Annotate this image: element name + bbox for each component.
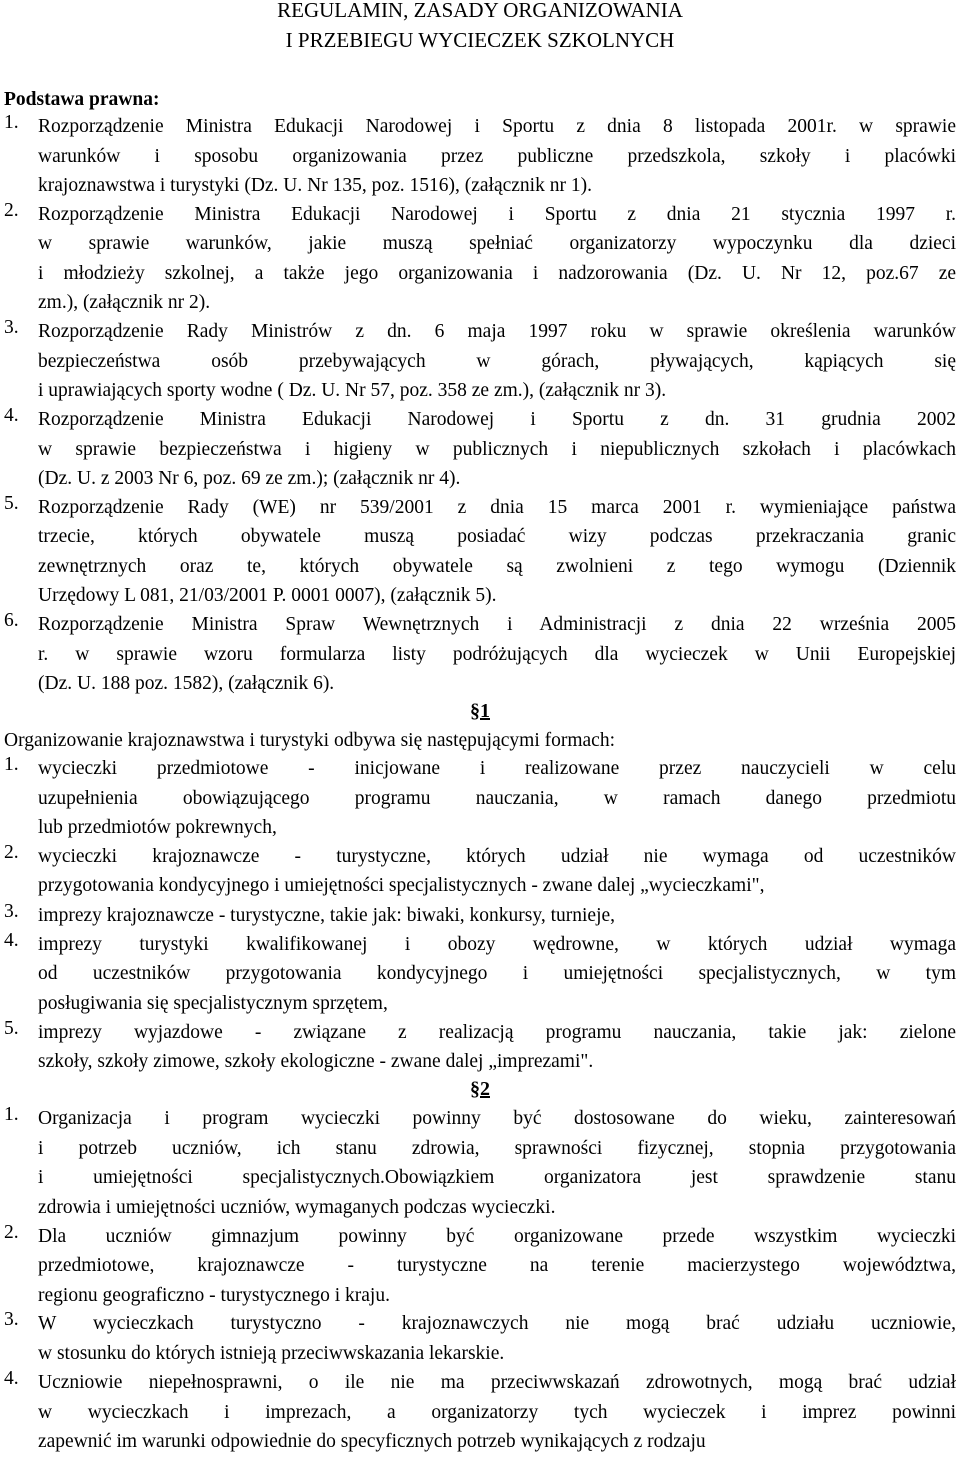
list-item [4, 1018, 956, 1077]
list-item-line: W wycieczkach turystyczno - krajoznawczych nie mogą brać udziału uczniowie, [38, 1313, 956, 1335]
list-item-line: Urzędowy L 081, 21/03/2001 P. 0001 0007), (załącznik 5). [38, 585, 497, 607]
list-item-line: lub przedmiotów pokrewnych, [38, 817, 277, 838]
list-item-number: 5. [4, 492, 19, 514]
list-item-line: w sprawie bezpieczeństwa i higieny w publicznych i niepublicznych szkołach i placówkach [38, 438, 956, 460]
list-item-line: Dla uczniów gimnazjum powinny być organizowane przede wszystkim wycieczki [38, 1225, 956, 1247]
list-item-line: zdrowia i umiejętności uczniów, wymaganych podczas wycieczki. [38, 1196, 556, 1218]
section-2-heading: §2 [470, 1078, 490, 1101]
list-item-line: zewnętrznych oraz te, których obywatele są zwolnieni z tego wymogu (Dziennik [38, 555, 956, 577]
list-item-number: 1. [4, 1104, 19, 1126]
list-item [4, 1309, 956, 1368]
list-item-line: i młodzieży szkolnej, a także jego organizowania i nadzorowania (Dz. U. Nr 12, poz.67 ze [38, 262, 956, 284]
list-item-line: r. w sprawie wzoru formularza listy podróżujących dla wycieczek w Unii Europejskiej [38, 643, 956, 665]
list-item-number: 3. [4, 1309, 19, 1331]
list-item-line: przedmiotowe, krajoznawcze - turystyczne na terenie macierzystego województwa, [38, 1255, 956, 1276]
list-item-line: i potrzeb uczniów, ich stanu zdrowia, sprawności fizycznej, stopnia przygotowania [38, 1137, 956, 1159]
list-item-line: bezpieczeństwa osób przebywających w górach, pływających, kąpiących się [38, 350, 956, 372]
list-item [4, 112, 956, 201]
list-item-line: Rozporządzenie Rady (WE) nr 539/2001 z dnia 15 marca 2001 r. wymieniające państwa [38, 496, 956, 518]
list-item-line: w wycieczkach i imprezach, a organizatorzy tych wycieczek i imprez powinni [38, 1401, 956, 1423]
list-item-line: zapewnić im warunki odpowiednie do specyficznych potrzeb wynikających z rodzaju [38, 1431, 706, 1452]
section-1-intro: Organizowanie krajoznawstwa i turystyki odbywa się następującymi formach: [4, 730, 616, 751]
list-item [4, 1104, 956, 1222]
list-item-line: wycieczki przedmiotowe - inicjowane i realizowane przez nauczycieli w celu [38, 758, 956, 779]
list-item-line: Rozporządzenie Ministra Spraw Wewnętrznych i Administracji z dnia 22 września 2005 [38, 614, 956, 636]
list-item-line: Uczniowie niepełnosprawni, o ile nie ma przeciwwskazań zdrowotnych, mogą brać udział [38, 1372, 956, 1393]
list-item-line: imprezy turystyki kwalifikowanej i obozy wędrowne, w których udział wymaga [38, 933, 956, 955]
list-item-number: 6. [4, 610, 19, 632]
list-item-line: Rozporządzenie Ministra Edukacji Narodowej i Sportu z dnia 8 listopada 2001r. w sprawie [38, 116, 956, 137]
list-item-line: regionu geograficzno - turystycznego i kraju. [38, 1284, 390, 1306]
list-item-number: 5. [4, 1017, 19, 1039]
list-item [4, 842, 956, 901]
list-item-number: 1. [4, 754, 19, 775]
list-item-line: (Dz. U. 188 poz. 1582), (załącznik 6). [38, 673, 335, 695]
list-item-line: i uprawiających sporty wodne ( Dz. U. Nr 57, poz. 358 ze zm.), (załącznik nr 3). [38, 380, 667, 402]
section-1-label: 1 [480, 700, 490, 722]
list-item-line: Rozporządzenie Ministra Edukacji Narodowej i Sportu z dnia 21 stycznia 1997 r. [38, 203, 956, 225]
list-item-number: 4. [4, 929, 19, 951]
list-item-line: imprezy krajoznawcze - turystyczne, takie jak: biwaki, konkursy, turnieje, [38, 904, 616, 926]
list-item [4, 1368, 956, 1457]
list-item-number: 2. [4, 1221, 19, 1243]
list-item-line: posługiwania się specjalistycznym sprzętem, [38, 992, 388, 1014]
list-item-line: (Dz. U. z 2003 Nr 6, poz. 69 ze zm.); (załącznik nr 4). [38, 468, 461, 489]
list-item [4, 200, 956, 318]
list-item [4, 610, 956, 699]
list-item-number: 2. [4, 841, 19, 863]
list-item-line: Organizacja i program wycieczki powinny być dostosowane do wieku, zainteresowań [38, 1108, 956, 1130]
list-item-line: i umiejętności specjalistycznych.Obowiązkiem organizatora jest sprawdzenie stanu [38, 1167, 956, 1189]
list-item-line: od uczestników przygotowania kondycyjnego i umiejętności specjalistycznych, w tym [38, 963, 956, 985]
document-title-line-2: I PRZEBIEGU WYCIECZEK SZKOLNYCH [285, 28, 675, 52]
list-item-line: wycieczki krajoznawcze - turystyczne, których udział nie wymaga od uczestników [38, 845, 956, 867]
list-item-line: zm.), (załącznik nr 2). [38, 292, 211, 314]
list-item-line: imprezy wyjazdowe - związane z realizacją programu nauczania, takie jak: zielone [38, 1021, 956, 1043]
list-item [4, 754, 956, 843]
list-item [4, 405, 956, 494]
list-item-number: 1. [4, 112, 19, 133]
list-item-line: trzecie, których obywatele muszą posiadać wizy podczas przekraczania granic [38, 526, 956, 548]
legal-basis-heading: Podstawa prawna: [4, 89, 160, 110]
list-item-line: szkoły, szkoły zimowe, szkoły ekologiczne - zwane dalej „imprezami". [38, 1051, 594, 1073]
list-item-line: uzupełnienia obowiązującego programu nauczania, w ramach danego przedmiotu [38, 787, 956, 809]
section-1-heading: §1 [470, 700, 490, 722]
list-item-line: Rozporządzenie Ministra Edukacji Narodowej i Sportu z dn. 31 grudnia 2002 [38, 409, 956, 430]
list-item [4, 317, 956, 406]
list-item-line: w stosunku do których istnieją przeciwwskazania lekarskie. [38, 1342, 505, 1364]
list-item-number: 4. [4, 1368, 19, 1389]
list-item-line: przygotowania kondycyjnego i umiejętności specjalistycznych - zwane dalej „wycieczkami", [38, 875, 765, 897]
list-item-number: 4. [4, 405, 19, 426]
list-item-line: warunków i sposobu organizowania przez publiczne przedszkola, szkoły i placówki [38, 145, 956, 167]
section-2-label: 2 [480, 1078, 490, 1101]
list-item [4, 1222, 956, 1311]
list-item-line: krajoznawstwa i turystyki (Dz. U. Nr 135, poz. 1516), (załącznik nr 1). [38, 175, 592, 196]
list-item-number: 3. [4, 900, 19, 922]
list-item [4, 493, 956, 611]
list-item-number: 3. [4, 317, 19, 339]
list-item [4, 930, 956, 1019]
list-item [4, 901, 956, 931]
list-item-number: 2. [4, 199, 19, 221]
document-title-line-1: REGULAMIN, ZASADY ORGANIZOWANIA [277, 0, 683, 22]
list-item-line: w sprawie warunków, jakie muszą spełniać organizatorzy wypoczynku dla dzieci [38, 233, 956, 255]
list-item-line: Rozporządzenie Rady Ministrów z dn. 6 maja 1997 roku w sprawie określenia warunków [38, 321, 956, 343]
